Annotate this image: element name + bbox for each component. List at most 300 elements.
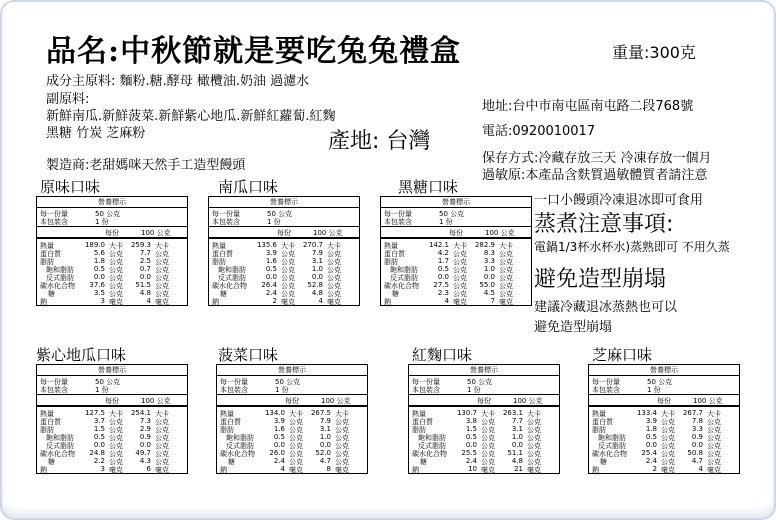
flavor-label: 南瓜口味 [218,178,279,196]
value-per-serving: 25.5 [461,449,477,457]
nutrient-label: 脂肪 [220,426,234,434]
unit: 公克 [155,426,169,434]
unit: 公克 [499,258,513,266]
unit: 毫克 [661,466,675,474]
nutrient-label: 飽和脂肪 [418,434,446,442]
nutrient-label: 反式脂肪 [46,274,74,282]
unit: 公克 [155,282,169,290]
col-per-serving: 每份 [105,397,119,405]
unit: 公克 [327,250,341,258]
unit: 公克 [327,290,341,298]
value-per-serving: 26.0 [269,449,285,457]
unit: 公克 [481,426,495,434]
unit: 公克 [109,442,123,450]
divider [409,405,559,407]
value-per-100g: 267.5 [310,409,331,417]
nutrient-label: 脂肪 [212,258,226,266]
unit: 公克 [109,426,123,434]
value-per-serving: 142.1 [428,241,449,249]
value-per-serving: 1.7 [437,257,449,265]
nutrition-panel [216,364,368,474]
value-per-100g: 2.9 [139,425,151,433]
nutrient-label: 鈉 [40,298,47,306]
value-per-serving: 3.9 [265,249,277,257]
value-per-serving: 2.4 [645,457,657,465]
unit: 毫克 [155,466,169,474]
unit: 公克 [155,434,169,442]
unit: 公克 [707,458,721,466]
unit: 毫克 [481,466,495,474]
unit: 公克 [327,266,341,274]
value-per-100g: 4 [698,465,703,473]
value-per-serving: 0.5 [265,265,277,273]
value-per-100g: 4.7 [319,457,331,465]
unit: 公克 [155,266,169,274]
unit: 公克 [707,426,721,434]
unit: 公克 [499,266,513,274]
panel-header: 營養標示 [37,197,187,208]
unit: 公克 [109,274,123,282]
unit: 公克 [527,458,541,466]
value-per-100g: 282.9 [474,241,495,249]
unit: 大卡 [481,410,495,418]
nutrient-label: 熱量 [412,410,426,418]
unit: 毫克 [289,466,303,474]
value-per-100g: 4.8 [311,289,323,297]
nutrient-label: 碳水化合物 [220,450,255,458]
value-per-100g: 4.8 [139,289,151,297]
unit: 公克 [527,450,541,458]
unit: 公克 [481,442,495,450]
value-per-serving: 27.5 [433,281,449,289]
nutrient-label: 蛋白質 [212,250,233,258]
thaw-note: 一口小饅頭冷凍退冰即可食用 [534,193,704,208]
value-per-100g: 51.5 [135,281,151,289]
value-per-100g: 267.7 [682,409,703,417]
value-per-serving: 10 [468,465,477,473]
cooking-heading: 蒸煮注意事項: [534,212,674,237]
value-per-100g: 50.8 [687,449,703,457]
nutrient-label: 蛋白質 [40,250,61,258]
servings-label: 本包裝含 [212,218,240,226]
value-per-100g: 1.0 [319,433,331,441]
value-per-serving: 2.4 [265,289,277,297]
nutrient-label: 飽和脂肪 [598,434,626,442]
divider [37,405,187,407]
unit: 公克 [527,442,541,450]
unit: 公克 [281,258,295,266]
value-per-serving: 3.7 [93,417,105,425]
value-per-100g: 0.7 [139,265,151,273]
unit: 公克 [109,282,123,290]
value-per-serving: 3.9 [645,417,657,425]
servings-value: 1 份 [439,218,453,226]
unit: 大卡 [499,242,513,250]
value-per-100g: 7 [490,297,495,305]
unit: 公克 [453,274,467,282]
nutrient-label: 糖 [600,458,607,466]
col-per-100g: 100 公克 [141,397,171,405]
unit: 公克 [335,442,349,450]
divider [37,237,187,239]
unit: 公克 [707,434,721,442]
nutrition-panel [380,196,532,306]
unit: 公克 [481,450,495,458]
unit: 公克 [707,450,721,458]
address: 地址:台中市南屯區南屯路二段768號 [482,99,694,114]
value-per-100g: 270.7 [302,241,323,249]
unit: 公克 [453,266,467,274]
nutrient-label: 糖 [48,290,55,298]
value-per-100g: 4.5 [483,289,495,297]
col-per-serving: 每份 [285,397,299,405]
unit: 公克 [289,434,303,442]
divider [409,394,559,395]
divider [589,405,739,407]
nutrient-label: 糖 [220,290,227,298]
servings-label: 本包裝含 [592,386,620,394]
value-per-serving: 0.0 [93,273,105,281]
unit: 公克 [109,290,123,298]
unit: 毫克 [335,466,349,474]
value-per-100g: 1.0 [311,265,323,273]
unit: 公克 [109,258,123,266]
serving-size-value: 50 公克 [439,210,465,218]
nutrient-label: 熱量 [592,410,606,418]
nutrient-label: 碳水化合物 [384,282,419,290]
unit: 大卡 [453,242,467,250]
unit: 公克 [155,274,169,282]
unit: 大卡 [281,242,295,250]
value-per-100g: 7.7 [511,417,523,425]
unit: 公克 [109,266,123,274]
nutrient-label: 飽和脂肪 [46,266,74,274]
col-per-100g: 100 公克 [485,229,515,237]
unit: 毫克 [109,298,123,306]
value-per-100g: 0.9 [139,433,151,441]
value-per-serving: 127.5 [84,409,105,417]
unit: 公克 [661,418,675,426]
value-per-serving: 189.0 [84,241,105,249]
nutrient-label: 鈉 [220,466,227,474]
value-per-100g: 1.0 [483,265,495,273]
value-per-serving: 3.9 [273,417,285,425]
nutrient-label: 飽和脂肪 [218,266,246,274]
divider [37,394,187,395]
net-weight: 重量:300克 [612,43,696,62]
nutrient-label: 熱量 [40,242,54,250]
col-per-100g: 100 公克 [141,229,171,237]
unit: 大卡 [109,410,123,418]
unit: 公克 [707,418,721,426]
unit: 公克 [499,290,513,298]
value-per-100g: 4.7 [691,457,703,465]
unit: 公克 [289,458,303,466]
unit: 公克 [109,434,123,442]
servings-label: 本包裝含 [40,218,68,226]
value-per-100g: 3.1 [311,257,323,265]
value-per-serving: 2.2 [93,457,105,465]
unit: 公克 [481,418,495,426]
value-per-serving: 0.0 [645,441,657,449]
value-per-100g: 3.3 [483,257,495,265]
nutrient-label: 飽和脂肪 [390,266,418,274]
unit: 公克 [661,442,675,450]
col-per-100g: 100 公克 [693,397,723,405]
value-per-100g: 8 [326,465,331,473]
unit: 毫克 [527,466,541,474]
flavor-label: 紅麴口味 [412,346,473,364]
servings-label: 本包裝含 [412,386,440,394]
unit: 公克 [499,274,513,282]
unit: 公克 [109,250,123,258]
value-per-serving: 3.5 [93,289,105,297]
divider [381,237,531,239]
nutrition-panel [208,196,360,306]
value-per-serving: 1.6 [265,257,277,265]
nutrition-panel [36,364,188,474]
nutrient-label: 糖 [392,290,399,298]
panel-header: 營養標示 [381,197,531,208]
unit: 大卡 [289,410,303,418]
suggestion-line1: 建議冷藏退冰蒸熱也可以 [534,300,678,315]
unit: 公克 [335,450,349,458]
unit: 公克 [453,282,467,290]
unit: 公克 [481,434,495,442]
value-per-serving: 0.5 [93,433,105,441]
value-per-100g: 4 [146,297,151,305]
value-per-100g: 6 [146,465,151,473]
value-per-100g: 254.1 [130,409,151,417]
divider [209,226,359,227]
unit: 毫克 [707,466,721,474]
value-per-100g: 0.9 [691,433,703,441]
unit: 公克 [661,426,675,434]
value-per-serving: 0.5 [273,433,285,441]
value-per-serving: 2 [272,297,277,305]
nutrient-label: 熱量 [384,242,398,250]
nutrient-label: 脂肪 [592,426,606,434]
value-per-serving: 133.4 [636,409,657,417]
unit: 毫克 [155,298,169,306]
unit: 公克 [499,250,513,258]
value-per-100g: 52.8 [307,281,323,289]
nutrient-label: 蛋白質 [412,418,433,426]
col-per-100g: 100 公克 [513,397,543,405]
value-per-100g: 1.0 [511,433,523,441]
nutrient-label: 脂肪 [40,426,54,434]
value-per-serving: 2.4 [465,457,477,465]
secondary-ingredients-line2: 黑糖 竹炭 芝麻粉 [46,126,146,141]
value-per-serving: 0.0 [437,273,449,281]
value-per-serving: 1.5 [93,425,105,433]
serving-size-label: 每一份量 [40,210,68,218]
value-per-100g: 52.0 [315,449,331,457]
nutrient-label: 反式脂肪 [418,442,446,450]
value-per-100g: 3.3 [691,425,703,433]
nutrient-label: 蛋白質 [220,418,241,426]
unit: 公克 [327,274,341,282]
nutrient-label: 反式脂肪 [46,442,74,450]
storage: 保存方式:冷藏存放三天 冷凍存放一個月 [482,151,712,166]
unit: 公克 [481,458,495,466]
value-per-serving: 0.5 [93,265,105,273]
value-per-100g: 4.3 [139,457,151,465]
serving-size-label: 每一份量 [412,378,440,386]
servings-value: 1 份 [267,218,281,226]
panel-header: 營養標示 [589,365,739,376]
unit: 公克 [281,274,295,282]
unit: 大卡 [155,242,169,250]
value-per-100g: 51.1 [507,449,523,457]
flavor-label: 菠菜口味 [218,346,279,364]
value-per-serving: 3 [100,465,105,473]
unit: 公克 [155,442,169,450]
nutrient-label: 反式脂肪 [218,274,246,282]
unit: 公克 [661,434,675,442]
nutrient-label: 碳水化合物 [40,450,75,458]
unit: 公克 [527,426,541,434]
value-per-serving: 0.0 [93,441,105,449]
value-per-100g: 0.0 [311,273,323,281]
unit: 大卡 [109,242,123,250]
unit: 毫克 [109,466,123,474]
unit: 公克 [109,418,123,426]
value-per-serving: 25.4 [641,449,657,457]
suggestion-line2: 避免造型崩塌 [534,320,613,335]
unit: 毫克 [499,298,513,306]
value-per-serving: 135.6 [256,241,277,249]
value-per-100g: 8.3 [483,249,495,257]
serving-size-value: 50 公克 [647,378,673,386]
value-per-serving: 1.8 [645,425,657,433]
nutrient-label: 糖 [420,458,427,466]
servings-value: 1 份 [95,386,109,394]
value-per-serving: 0.0 [465,441,477,449]
nutrient-label: 糖 [48,458,55,466]
value-per-100g: 7.9 [319,417,331,425]
unit: 公克 [155,290,169,298]
serving-size-label: 每一份量 [220,378,248,386]
unit: 毫克 [327,298,341,306]
col-per-serving: 每份 [477,397,491,405]
value-per-serving: 1.8 [93,257,105,265]
value-per-serving: 24.8 [89,449,105,457]
value-per-100g: 3.1 [511,425,523,433]
divider [217,394,367,395]
col-per-100g: 100 公克 [321,397,351,405]
serving-size-value: 50 公克 [267,210,293,218]
value-per-serving: 4.2 [437,249,449,257]
value-per-serving: 26.4 [261,281,277,289]
unit: 公克 [109,450,123,458]
nutrient-label: 反式脂肪 [598,442,626,450]
value-per-serving: 0.0 [265,273,277,281]
unit: 公克 [335,434,349,442]
nutrient-label: 碳水化合物 [412,450,447,458]
nutrient-label: 飽和脂肪 [46,434,74,442]
nutrient-label: 糖 [228,458,235,466]
value-per-serving: 0.5 [465,433,477,441]
value-per-100g: 2.5 [139,257,151,265]
value-per-serving: 0.0 [273,441,285,449]
nutrition-panel [588,364,740,474]
value-per-serving: 134.0 [264,409,285,417]
flavor-label: 芝麻口味 [592,346,653,364]
value-per-100g: 0.0 [139,441,151,449]
unit: 公克 [661,450,675,458]
value-per-100g: 7.9 [311,249,323,257]
nutrient-label: 鈉 [384,298,391,306]
manufacturer: 製造商:老甜媽咪天然手工造型饅頭 [46,158,246,173]
value-per-100g: 55.0 [479,281,495,289]
value-per-serving: 1.6 [273,425,285,433]
panel-header: 營養標示 [217,365,367,376]
value-per-serving: 4 [444,297,449,305]
unit: 公克 [707,442,721,450]
nutrient-label: 鈉 [212,298,219,306]
secondary-ingredients-heading: 副原料: [46,92,90,107]
servings-label: 本包裝含 [220,386,248,394]
unit: 公克 [335,418,349,426]
value-per-100g: 49.7 [135,449,151,457]
value-per-100g: 0.0 [319,441,331,449]
unit: 公克 [335,458,349,466]
nutrient-label: 蛋白質 [592,418,613,426]
unit: 公克 [453,258,467,266]
value-per-serving: 3 [100,297,105,305]
shape-warning: 避免造型崩塌 [534,267,667,292]
divider [209,237,359,239]
value-per-100g: 7.7 [139,249,151,257]
value-per-100g: 4 [318,297,323,305]
col-per-serving: 每份 [105,229,119,237]
nutrient-label: 鈉 [592,466,599,474]
nutrient-label: 熱量 [220,410,234,418]
unit: 大卡 [661,410,675,418]
unit: 公克 [289,418,303,426]
nutrient-label: 鈉 [40,466,47,474]
unit: 公克 [155,418,169,426]
nutrient-label: 鈉 [412,466,419,474]
value-per-100g: 7.8 [691,417,703,425]
value-per-100g: 0.0 [139,273,151,281]
unit: 公克 [289,426,303,434]
product-name: 品名:中秋節就是要吃兔兔禮盒 [46,34,462,69]
value-per-serving: 2 [652,465,657,473]
nutrient-label: 脂肪 [412,426,426,434]
divider [381,226,531,227]
phone: 電話:0920010017 [482,124,596,139]
divider [217,405,367,407]
value-per-100g: 4.8 [511,457,523,465]
unit: 公克 [281,266,295,274]
unit: 公克 [327,258,341,266]
value-per-serving: 130.7 [456,409,477,417]
value-per-serving: 2.4 [273,457,285,465]
unit: 大卡 [707,410,721,418]
unit: 公克 [281,250,295,258]
unit: 公克 [281,290,295,298]
serving-size-label: 每一份量 [384,210,412,218]
serving-size-label: 每一份量 [40,378,68,386]
nutrient-label: 脂肪 [384,258,398,266]
value-per-100g: 3.1 [319,425,331,433]
unit: 公克 [155,458,169,466]
col-per-serving: 每份 [449,229,463,237]
origin: 產地: 台灣 [328,129,431,154]
unit: 大卡 [527,410,541,418]
